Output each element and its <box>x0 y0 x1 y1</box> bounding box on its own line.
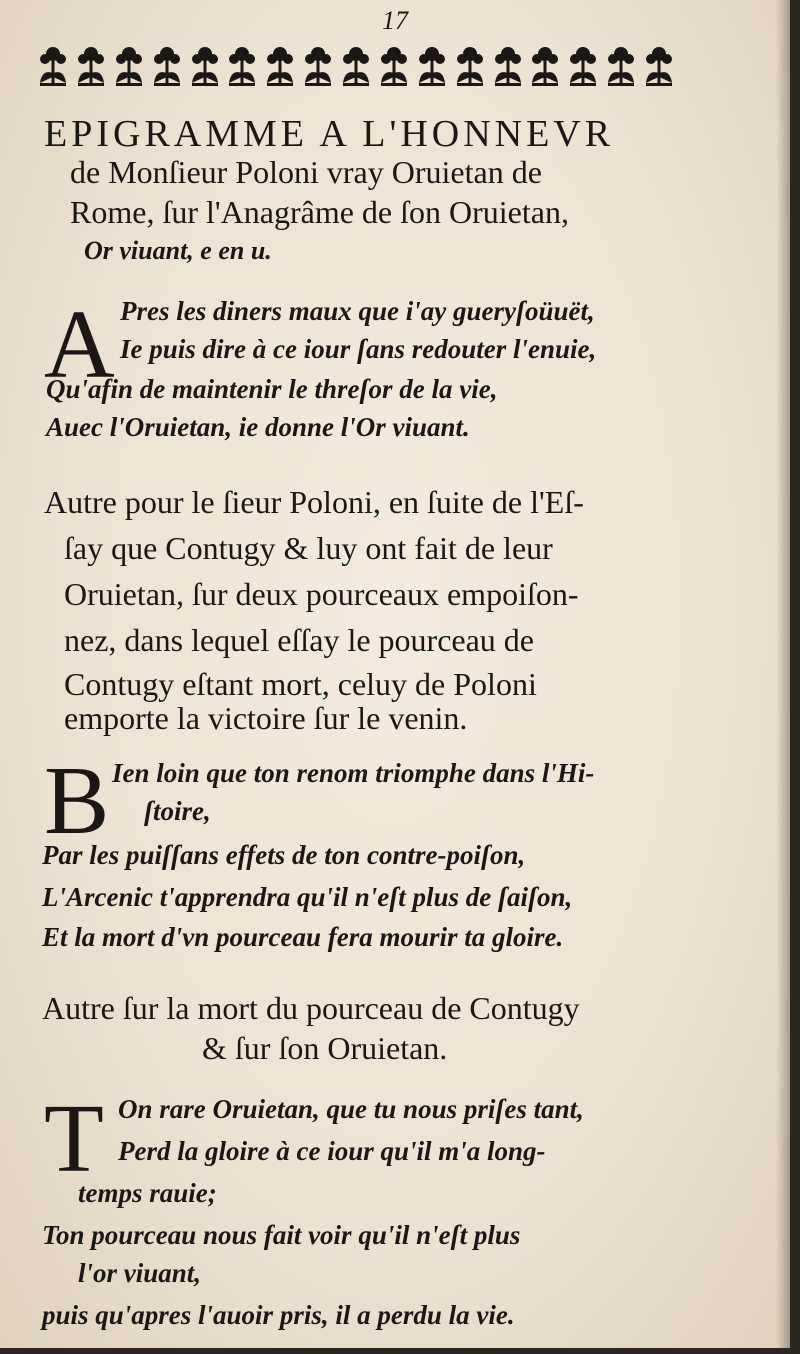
prose-1-line-6: emporte la victoire ſur le venin. <box>64 700 468 736</box>
epigram-2-line-1: Ien loin que ton renom triomphe dans l'Hi- <box>112 758 595 788</box>
fleuron-icon <box>225 43 259 89</box>
prose-1-line-5: Contugy eſtant mort, celuy de Poloni <box>64 666 537 702</box>
fleuron-icon <box>150 43 184 89</box>
prose-2-line-2: & ſur ſon Oruietan. <box>202 1030 448 1066</box>
epigram-3-line-6: puis qu'apres l'auoir pris, il a perdu la vie. <box>42 1300 515 1330</box>
fleuron-icon <box>263 43 297 89</box>
fleuron-icon <box>377 43 411 89</box>
prose-1-line-2: ſay que Contugy & luy ont fait de leur <box>64 530 553 566</box>
prose-1-line-1: Autre pour le ſieur Poloni, en ſuite de l'Eſ- <box>44 484 584 520</box>
fleuron-icon <box>604 43 638 89</box>
prose-2-line-1: Autre ſur la mort du pourceau de Contugy <box>42 990 580 1026</box>
epigram-3-line-4: Ton pourceau nous fait voir qu'il n'eſt plus <box>42 1220 521 1250</box>
epigram-2-line-2: ſtoire, <box>144 796 211 826</box>
epigram-1-line-1: Pres les diners maux que i'ay gueryſoüuët, <box>120 296 595 326</box>
epigram-1-line-2: Ie puis dire à ce iour ſans redouter l'enuie, <box>120 334 597 364</box>
epigram-2-line-3: Par les puiſſans effets de ton contre-poiſon, <box>42 840 526 870</box>
heading-line-3: Rome, ſur l'Anagrâme de ſon Oruietan, <box>70 194 569 230</box>
drop-cap-t: T <box>44 1085 104 1193</box>
epigram-1-line-4: Auec l'Oruietan, ie donne l'Or viuant. <box>46 412 470 442</box>
fleuron-icon <box>301 43 335 89</box>
page-number: 17 <box>382 6 408 35</box>
fleuron-icon <box>453 43 487 89</box>
fleuron-icon <box>36 43 70 89</box>
epigram-3-line-2: Perd la gloire à ce iour qu'il m'a long- <box>118 1136 546 1166</box>
fleuron-icon <box>528 43 562 89</box>
fleuron-icon <box>566 43 600 89</box>
drop-cap-a: A <box>44 291 115 399</box>
heading-line-1: EPIGRAMME A L'HONNEVR <box>44 113 615 155</box>
fleuron-icon <box>74 43 108 89</box>
epigram-2-line-5: Et la mort d'vn pourceau fera mourir ta gloire. <box>42 922 564 952</box>
heading-line-4: Or viuant, e en u. <box>84 236 272 265</box>
fleuron-icon <box>415 43 449 89</box>
fleuron-icon <box>112 43 146 89</box>
fleuron-icon <box>339 43 373 89</box>
fleuron-icon <box>188 43 222 89</box>
epigram-1-line-3: Qu'afin de maintenir le threſor de la vie, <box>46 374 498 404</box>
drop-cap-b: B <box>44 747 110 855</box>
epigram-3-line-1: On rare Oruietan, que tu nous priſes tant, <box>118 1094 584 1124</box>
prose-1-line-4: nez, dans lequel eſſay le pourceau de <box>64 622 534 658</box>
heading-line-2: de Monſieur Poloni vray Oruietan de <box>70 154 542 190</box>
epigram-3-line-5: l'or viuant, <box>78 1258 202 1288</box>
ornament-band <box>36 40 676 92</box>
prose-1-line-3: Oruietan, ſur deux pourceaux empoiſon- <box>64 576 579 612</box>
fleuron-icon <box>642 43 676 89</box>
epigram-3-line-3: temps rauie; <box>78 1178 217 1208</box>
fleuron-icon <box>491 43 525 89</box>
epigram-2-line-4: L'Arcenic t'apprendra qu'il n'eſt plus de ſaiſon, <box>42 882 573 912</box>
